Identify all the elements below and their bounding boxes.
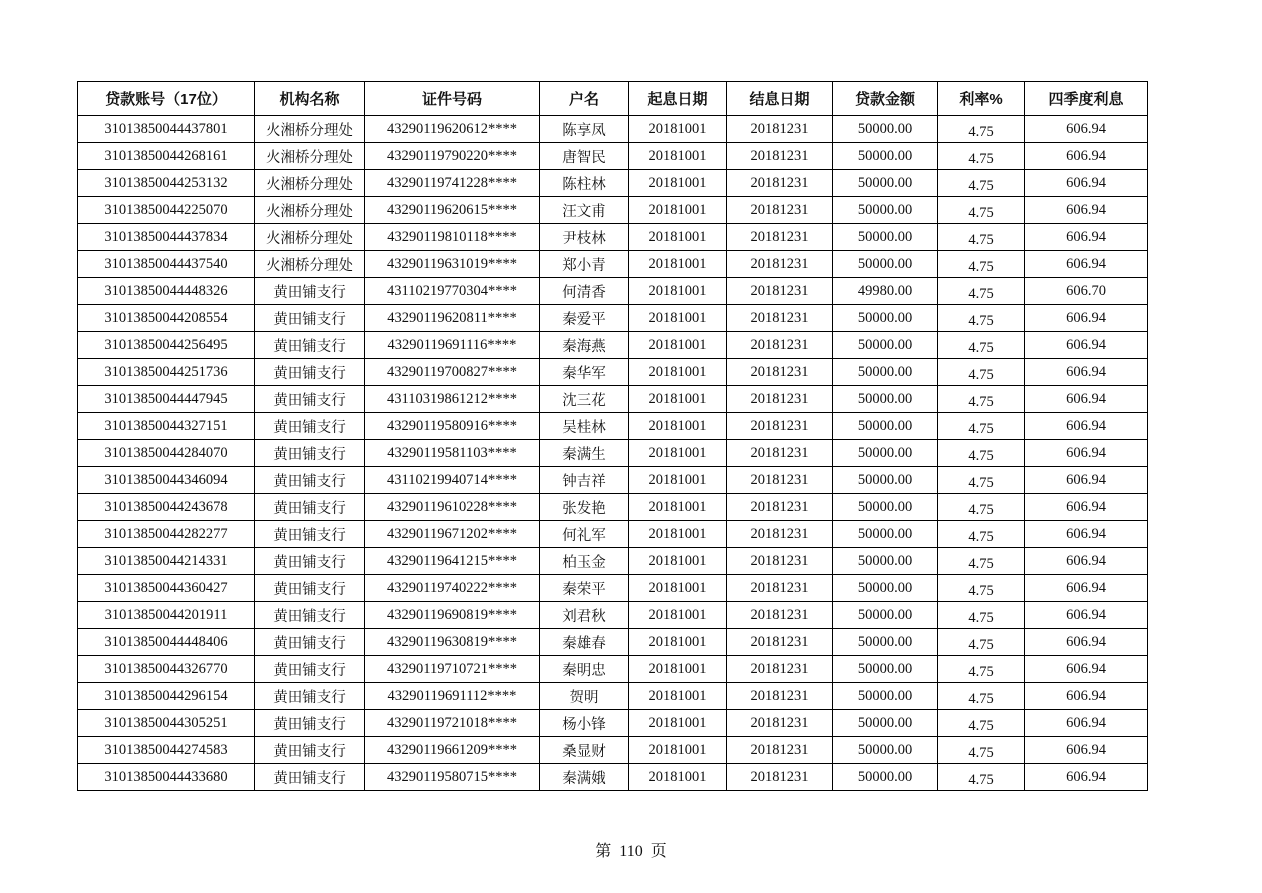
cell-end-date: 20181231 xyxy=(727,197,833,224)
cell-interest-rate xyxy=(938,764,1025,791)
cell-institution-name: 黄田铺支行 xyxy=(255,629,365,656)
cell-q4-interest: 606.94 xyxy=(1025,710,1148,737)
cell-loan-amount: 50000.00 xyxy=(833,467,938,494)
interest-rate-value: 4.75 xyxy=(968,339,994,356)
cell-start-date: 20181001 xyxy=(629,602,727,629)
cell-loan-amount: 50000.00 xyxy=(833,710,938,737)
cell-loan-account: 31013850044437834 xyxy=(78,224,255,251)
cell-institution-name: 黄田铺支行 xyxy=(255,494,365,521)
cell-end-date: 20181231 xyxy=(727,737,833,764)
interest-rate-value: 4.75 xyxy=(968,555,994,572)
cell-start-date: 20181001 xyxy=(629,521,727,548)
cell-id-number: 43290119700827**** xyxy=(365,359,540,386)
cell-institution-name: 黄田铺支行 xyxy=(255,710,365,737)
interest-rate-value: 4.75 xyxy=(968,717,994,734)
cell-loan-account: 31013850044268161 xyxy=(78,143,255,170)
cell-start-date: 20181001 xyxy=(629,683,727,710)
cell-q4-interest: 606.94 xyxy=(1025,602,1148,629)
table-body xyxy=(78,116,1148,791)
table-row xyxy=(78,467,1148,494)
cell-account-holder: 何礼军 xyxy=(540,521,629,548)
cell-end-date: 20181231 xyxy=(727,332,833,359)
cell-loan-account: 31013850044305251 xyxy=(78,710,255,737)
cell-institution-name: 黄田铺支行 xyxy=(255,305,365,332)
table-row xyxy=(78,764,1148,791)
cell-institution-name: 火湘桥分理处 xyxy=(255,116,365,143)
cell-start-date: 20181001 xyxy=(629,737,727,764)
cell-account-holder: 吴桂林 xyxy=(540,413,629,440)
cell-interest-rate xyxy=(938,710,1025,737)
cell-id-number: 43290119690819**** xyxy=(365,602,540,629)
cell-q4-interest: 606.94 xyxy=(1025,170,1148,197)
cell-end-date: 20181231 xyxy=(727,683,833,710)
table-row xyxy=(78,305,1148,332)
cell-interest-rate xyxy=(938,683,1025,710)
table-row xyxy=(78,575,1148,602)
interest-rate-value: 4.75 xyxy=(968,501,994,518)
cell-interest-rate xyxy=(938,116,1025,143)
cell-loan-account: 31013850044448326 xyxy=(78,278,255,305)
cell-q4-interest: 606.94 xyxy=(1025,386,1148,413)
cell-loan-account: 31013850044346094 xyxy=(78,467,255,494)
cell-loan-amount: 50000.00 xyxy=(833,440,938,467)
cell-loan-amount: 50000.00 xyxy=(833,197,938,224)
cell-loan-amount: 50000.00 xyxy=(833,413,938,440)
cell-loan-account: 31013850044208554 xyxy=(78,305,255,332)
cell-account-holder: 尹枝林 xyxy=(540,224,629,251)
cell-id-number: 43290119710721**** xyxy=(365,656,540,683)
table-row xyxy=(78,494,1148,521)
cell-interest-rate xyxy=(938,170,1025,197)
column-header-institution-name: 机构名称 xyxy=(255,82,365,116)
cell-loan-account: 31013850044201911 xyxy=(78,602,255,629)
cell-loan-account: 31013850044448406 xyxy=(78,629,255,656)
table-row xyxy=(78,683,1148,710)
table-row xyxy=(78,413,1148,440)
interest-rate-value: 4.75 xyxy=(968,312,994,329)
cell-interest-rate xyxy=(938,602,1025,629)
table-row xyxy=(78,710,1148,737)
cell-id-number: 43290119620615**** xyxy=(365,197,540,224)
cell-loan-account: 31013850044282277 xyxy=(78,521,255,548)
cell-id-number: 43290119691116**** xyxy=(365,332,540,359)
cell-institution-name: 黄田铺支行 xyxy=(255,548,365,575)
table-row xyxy=(78,521,1148,548)
interest-rate-value: 4.75 xyxy=(968,177,994,194)
cell-loan-amount: 50000.00 xyxy=(833,494,938,521)
cell-loan-amount: 50000.00 xyxy=(833,602,938,629)
cell-loan-account: 31013850044243678 xyxy=(78,494,255,521)
cell-q4-interest: 606.94 xyxy=(1025,251,1148,278)
cell-id-number: 43290119610228**** xyxy=(365,494,540,521)
cell-account-holder: 秦爱平 xyxy=(540,305,629,332)
cell-q4-interest: 606.94 xyxy=(1025,494,1148,521)
cell-end-date: 20181231 xyxy=(727,602,833,629)
cell-q4-interest: 606.94 xyxy=(1025,143,1148,170)
cell-institution-name: 黄田铺支行 xyxy=(255,359,365,386)
cell-loan-amount: 50000.00 xyxy=(833,737,938,764)
table-header xyxy=(78,82,1148,116)
cell-interest-rate xyxy=(938,332,1025,359)
interest-rate-value: 4.75 xyxy=(968,744,994,761)
cell-loan-account: 31013850044437540 xyxy=(78,251,255,278)
cell-start-date: 20181001 xyxy=(629,332,727,359)
interest-rate-value: 4.75 xyxy=(968,528,994,545)
cell-loan-amount: 50000.00 xyxy=(833,575,938,602)
cell-start-date: 20181001 xyxy=(629,575,727,602)
cell-institution-name: 黄田铺支行 xyxy=(255,737,365,764)
interest-rate-value: 4.75 xyxy=(968,420,994,437)
cell-id-number: 43290119721018**** xyxy=(365,710,540,737)
cell-institution-name: 黄田铺支行 xyxy=(255,656,365,683)
cell-account-holder: 桑显财 xyxy=(540,737,629,764)
cell-q4-interest: 606.70 xyxy=(1025,278,1148,305)
cell-end-date: 20181231 xyxy=(727,413,833,440)
cell-institution-name: 黄田铺支行 xyxy=(255,521,365,548)
cell-start-date: 20181001 xyxy=(629,278,727,305)
cell-id-number: 43290119581103**** xyxy=(365,440,540,467)
table-row xyxy=(78,224,1148,251)
cell-account-holder: 秦满娥 xyxy=(540,764,629,791)
cell-loan-amount: 50000.00 xyxy=(833,764,938,791)
interest-rate-value: 4.75 xyxy=(968,636,994,653)
cell-loan-account: 31013850044253132 xyxy=(78,170,255,197)
interest-rate-value: 4.75 xyxy=(968,204,994,221)
column-header-account-holder: 户名 xyxy=(540,82,629,116)
cell-account-holder: 秦荣平 xyxy=(540,575,629,602)
cell-start-date: 20181001 xyxy=(629,305,727,332)
cell-loan-amount: 50000.00 xyxy=(833,521,938,548)
interest-rate-value: 4.75 xyxy=(968,663,994,680)
cell-start-date: 20181001 xyxy=(629,413,727,440)
cell-start-date: 20181001 xyxy=(629,764,727,791)
cell-start-date: 20181001 xyxy=(629,116,727,143)
cell-q4-interest: 606.94 xyxy=(1025,764,1148,791)
cell-institution-name: 火湘桥分理处 xyxy=(255,251,365,278)
table-row xyxy=(78,737,1148,764)
cell-end-date: 20181231 xyxy=(727,494,833,521)
cell-interest-rate xyxy=(938,629,1025,656)
cell-interest-rate xyxy=(938,224,1025,251)
cell-q4-interest: 606.94 xyxy=(1025,305,1148,332)
cell-account-holder: 秦满生 xyxy=(540,440,629,467)
cell-institution-name: 黄田铺支行 xyxy=(255,764,365,791)
column-header-loan-account: 贷款账号（17位） xyxy=(78,82,255,116)
cell-loan-account: 31013850044326770 xyxy=(78,656,255,683)
cell-interest-rate xyxy=(938,548,1025,575)
cell-end-date: 20181231 xyxy=(727,467,833,494)
cell-id-number: 43290119810118**** xyxy=(365,224,540,251)
cell-end-date: 20181231 xyxy=(727,278,833,305)
cell-account-holder: 沈三花 xyxy=(540,386,629,413)
cell-id-number: 43290119580916**** xyxy=(365,413,540,440)
cell-institution-name: 黄田铺支行 xyxy=(255,602,365,629)
cell-loan-amount: 50000.00 xyxy=(833,683,938,710)
cell-end-date: 20181231 xyxy=(727,116,833,143)
table-row xyxy=(78,197,1148,224)
cell-end-date: 20181231 xyxy=(727,440,833,467)
cell-interest-rate xyxy=(938,467,1025,494)
cell-id-number: 43290119631019**** xyxy=(365,251,540,278)
cell-loan-account: 31013850044360427 xyxy=(78,575,255,602)
page-footer xyxy=(0,838,1262,861)
cell-q4-interest: 606.94 xyxy=(1025,521,1148,548)
table-row xyxy=(78,602,1148,629)
cell-loan-amount: 50000.00 xyxy=(833,548,938,575)
cell-account-holder: 何清香 xyxy=(540,278,629,305)
cell-id-number: 43290119691112**** xyxy=(365,683,540,710)
cell-interest-rate xyxy=(938,413,1025,440)
cell-loan-amount: 50000.00 xyxy=(833,629,938,656)
cell-interest-rate xyxy=(938,386,1025,413)
cell-q4-interest: 606.94 xyxy=(1025,224,1148,251)
cell-interest-rate xyxy=(938,305,1025,332)
cell-start-date: 20181001 xyxy=(629,440,727,467)
cell-institution-name: 火湘桥分理处 xyxy=(255,197,365,224)
cell-institution-name: 黄田铺支行 xyxy=(255,440,365,467)
cell-interest-rate xyxy=(938,359,1025,386)
cell-id-number: 43290119741228**** xyxy=(365,170,540,197)
cell-account-holder: 杨小锋 xyxy=(540,710,629,737)
cell-q4-interest: 606.94 xyxy=(1025,575,1148,602)
cell-id-number: 43290119580715**** xyxy=(365,764,540,791)
cell-account-holder: 钟吉祥 xyxy=(540,467,629,494)
column-header-q4-interest: 四季度利息 xyxy=(1025,82,1148,116)
cell-account-holder: 秦明忠 xyxy=(540,656,629,683)
cell-institution-name: 黄田铺支行 xyxy=(255,278,365,305)
cell-start-date: 20181001 xyxy=(629,197,727,224)
interest-rate-value: 4.75 xyxy=(968,231,994,248)
cell-end-date: 20181231 xyxy=(727,548,833,575)
cell-end-date: 20181231 xyxy=(727,386,833,413)
cell-loan-account: 31013850044225070 xyxy=(78,197,255,224)
cell-loan-account: 31013850044327151 xyxy=(78,413,255,440)
table-row xyxy=(78,656,1148,683)
page-footer-prefix: 第 xyxy=(595,843,612,860)
cell-account-holder: 张发艳 xyxy=(540,494,629,521)
cell-loan-account: 31013850044433680 xyxy=(78,764,255,791)
table-row xyxy=(78,440,1148,467)
cell-start-date: 20181001 xyxy=(629,494,727,521)
cell-end-date: 20181231 xyxy=(727,656,833,683)
cell-interest-rate xyxy=(938,251,1025,278)
cell-id-number: 43290119740222**** xyxy=(365,575,540,602)
cell-loan-amount: 50000.00 xyxy=(833,143,938,170)
cell-interest-rate xyxy=(938,197,1025,224)
cell-end-date: 20181231 xyxy=(727,575,833,602)
cell-loan-amount: 50000.00 xyxy=(833,332,938,359)
cell-start-date: 20181001 xyxy=(629,386,727,413)
column-header-end-date: 结息日期 xyxy=(727,82,833,116)
cell-account-holder: 秦华军 xyxy=(540,359,629,386)
cell-interest-rate xyxy=(938,143,1025,170)
cell-account-holder: 唐智民 xyxy=(540,143,629,170)
cell-loan-amount: 50000.00 xyxy=(833,170,938,197)
cell-loan-account: 31013850044284070 xyxy=(78,440,255,467)
table-row xyxy=(78,170,1148,197)
page-number: 110 xyxy=(619,843,643,860)
interest-rate-value: 4.75 xyxy=(968,609,994,626)
cell-loan-amount: 49980.00 xyxy=(833,278,938,305)
interest-rate-value: 4.75 xyxy=(968,393,994,410)
cell-loan-amount: 50000.00 xyxy=(833,305,938,332)
cell-id-number: 43290119620612**** xyxy=(365,116,540,143)
table-row xyxy=(78,332,1148,359)
table-row xyxy=(78,386,1148,413)
cell-interest-rate xyxy=(938,737,1025,764)
cell-id-number: 43110219770304**** xyxy=(365,278,540,305)
cell-end-date: 20181231 xyxy=(727,710,833,737)
cell-start-date: 20181001 xyxy=(629,656,727,683)
cell-institution-name: 火湘桥分理处 xyxy=(255,224,365,251)
cell-start-date: 20181001 xyxy=(629,548,727,575)
cell-account-holder: 贺明 xyxy=(540,683,629,710)
column-header-id-number: 证件号码 xyxy=(365,82,540,116)
cell-institution-name: 火湘桥分理处 xyxy=(255,143,365,170)
table-row xyxy=(78,359,1148,386)
cell-q4-interest: 606.94 xyxy=(1025,440,1148,467)
cell-loan-account: 31013850044251736 xyxy=(78,359,255,386)
cell-loan-account: 31013850044214331 xyxy=(78,548,255,575)
cell-loan-amount: 50000.00 xyxy=(833,224,938,251)
cell-loan-amount: 50000.00 xyxy=(833,116,938,143)
cell-start-date: 20181001 xyxy=(629,359,727,386)
page-footer-suffix: 页 xyxy=(650,843,667,860)
table-row xyxy=(78,143,1148,170)
column-header-loan-amount: 贷款金额 xyxy=(833,82,938,116)
cell-loan-amount: 50000.00 xyxy=(833,386,938,413)
cell-end-date: 20181231 xyxy=(727,305,833,332)
column-header-interest-rate: 利率% xyxy=(938,82,1025,116)
cell-interest-rate xyxy=(938,278,1025,305)
cell-account-holder: 秦雄春 xyxy=(540,629,629,656)
cell-end-date: 20181231 xyxy=(727,764,833,791)
cell-account-holder: 陈享凤 xyxy=(540,116,629,143)
cell-institution-name: 黄田铺支行 xyxy=(255,413,365,440)
cell-id-number: 43110319861212**** xyxy=(365,386,540,413)
interest-rate-value: 4.75 xyxy=(968,582,994,599)
cell-q4-interest: 606.94 xyxy=(1025,359,1148,386)
interest-rate-value: 4.75 xyxy=(968,771,994,788)
table-row xyxy=(78,629,1148,656)
cell-end-date: 20181231 xyxy=(727,170,833,197)
cell-q4-interest: 606.94 xyxy=(1025,197,1148,224)
cell-q4-interest: 606.94 xyxy=(1025,737,1148,764)
cell-institution-name: 黄田铺支行 xyxy=(255,575,365,602)
interest-rate-value: 4.75 xyxy=(968,690,994,707)
cell-loan-account: 31013850044256495 xyxy=(78,332,255,359)
cell-institution-name: 火湘桥分理处 xyxy=(255,170,365,197)
cell-start-date: 20181001 xyxy=(629,170,727,197)
cell-id-number: 43290119641215**** xyxy=(365,548,540,575)
cell-interest-rate xyxy=(938,440,1025,467)
cell-start-date: 20181001 xyxy=(629,224,727,251)
cell-start-date: 20181001 xyxy=(629,467,727,494)
cell-loan-account: 31013850044447945 xyxy=(78,386,255,413)
table-row xyxy=(78,251,1148,278)
cell-id-number: 43290119620811**** xyxy=(365,305,540,332)
cell-q4-interest: 606.94 xyxy=(1025,548,1148,575)
cell-institution-name: 黄田铺支行 xyxy=(255,332,365,359)
interest-rate-value: 4.75 xyxy=(968,366,994,383)
cell-q4-interest: 606.94 xyxy=(1025,332,1148,359)
cell-loan-amount: 50000.00 xyxy=(833,656,938,683)
column-header-start-date: 起息日期 xyxy=(629,82,727,116)
cell-loan-account: 31013850044274583 xyxy=(78,737,255,764)
cell-end-date: 20181231 xyxy=(727,359,833,386)
cell-id-number: 43290119661209**** xyxy=(365,737,540,764)
cell-end-date: 20181231 xyxy=(727,251,833,278)
interest-rate-value: 4.75 xyxy=(968,258,994,275)
cell-institution-name: 黄田铺支行 xyxy=(255,467,365,494)
cell-end-date: 20181231 xyxy=(727,629,833,656)
cell-account-holder: 秦海燕 xyxy=(540,332,629,359)
cell-account-holder: 刘君秋 xyxy=(540,602,629,629)
table-row xyxy=(78,278,1148,305)
cell-start-date: 20181001 xyxy=(629,143,727,170)
cell-institution-name: 黄田铺支行 xyxy=(255,683,365,710)
cell-end-date: 20181231 xyxy=(727,143,833,170)
cell-interest-rate xyxy=(938,575,1025,602)
cell-institution-name: 黄田铺支行 xyxy=(255,386,365,413)
cell-end-date: 20181231 xyxy=(727,224,833,251)
interest-rate-value: 4.75 xyxy=(968,123,994,140)
interest-rate-value: 4.75 xyxy=(968,150,994,167)
interest-rate-value: 4.75 xyxy=(968,474,994,491)
cell-id-number: 43110219940714**** xyxy=(365,467,540,494)
cell-account-holder: 郑小青 xyxy=(540,251,629,278)
interest-rate-value: 4.75 xyxy=(968,285,994,302)
loan-interest-table xyxy=(77,81,1148,791)
cell-interest-rate xyxy=(938,521,1025,548)
cell-q4-interest: 606.94 xyxy=(1025,467,1148,494)
cell-q4-interest: 606.94 xyxy=(1025,629,1148,656)
cell-account-holder: 陈柱林 xyxy=(540,170,629,197)
table-row xyxy=(78,116,1148,143)
cell-q4-interest: 606.94 xyxy=(1025,656,1148,683)
cell-start-date: 20181001 xyxy=(629,629,727,656)
cell-id-number: 43290119790220**** xyxy=(365,143,540,170)
cell-loan-account: 31013850044437801 xyxy=(78,116,255,143)
header-row xyxy=(78,82,1148,116)
cell-account-holder: 汪文甫 xyxy=(540,197,629,224)
cell-loan-amount: 50000.00 xyxy=(833,359,938,386)
cell-start-date: 20181001 xyxy=(629,251,727,278)
cell-loan-account: 31013850044296154 xyxy=(78,683,255,710)
cell-id-number: 43290119630819**** xyxy=(365,629,540,656)
cell-q4-interest: 606.94 xyxy=(1025,683,1148,710)
cell-start-date: 20181001 xyxy=(629,710,727,737)
cell-q4-interest: 606.94 xyxy=(1025,116,1148,143)
cell-end-date: 20181231 xyxy=(727,521,833,548)
cell-interest-rate xyxy=(938,494,1025,521)
interest-rate-value: 4.75 xyxy=(968,447,994,464)
table-row xyxy=(78,548,1148,575)
cell-q4-interest: 606.94 xyxy=(1025,413,1148,440)
cell-loan-amount: 50000.00 xyxy=(833,251,938,278)
cell-interest-rate xyxy=(938,656,1025,683)
cell-account-holder: 柏玉金 xyxy=(540,548,629,575)
cell-id-number: 43290119671202**** xyxy=(365,521,540,548)
